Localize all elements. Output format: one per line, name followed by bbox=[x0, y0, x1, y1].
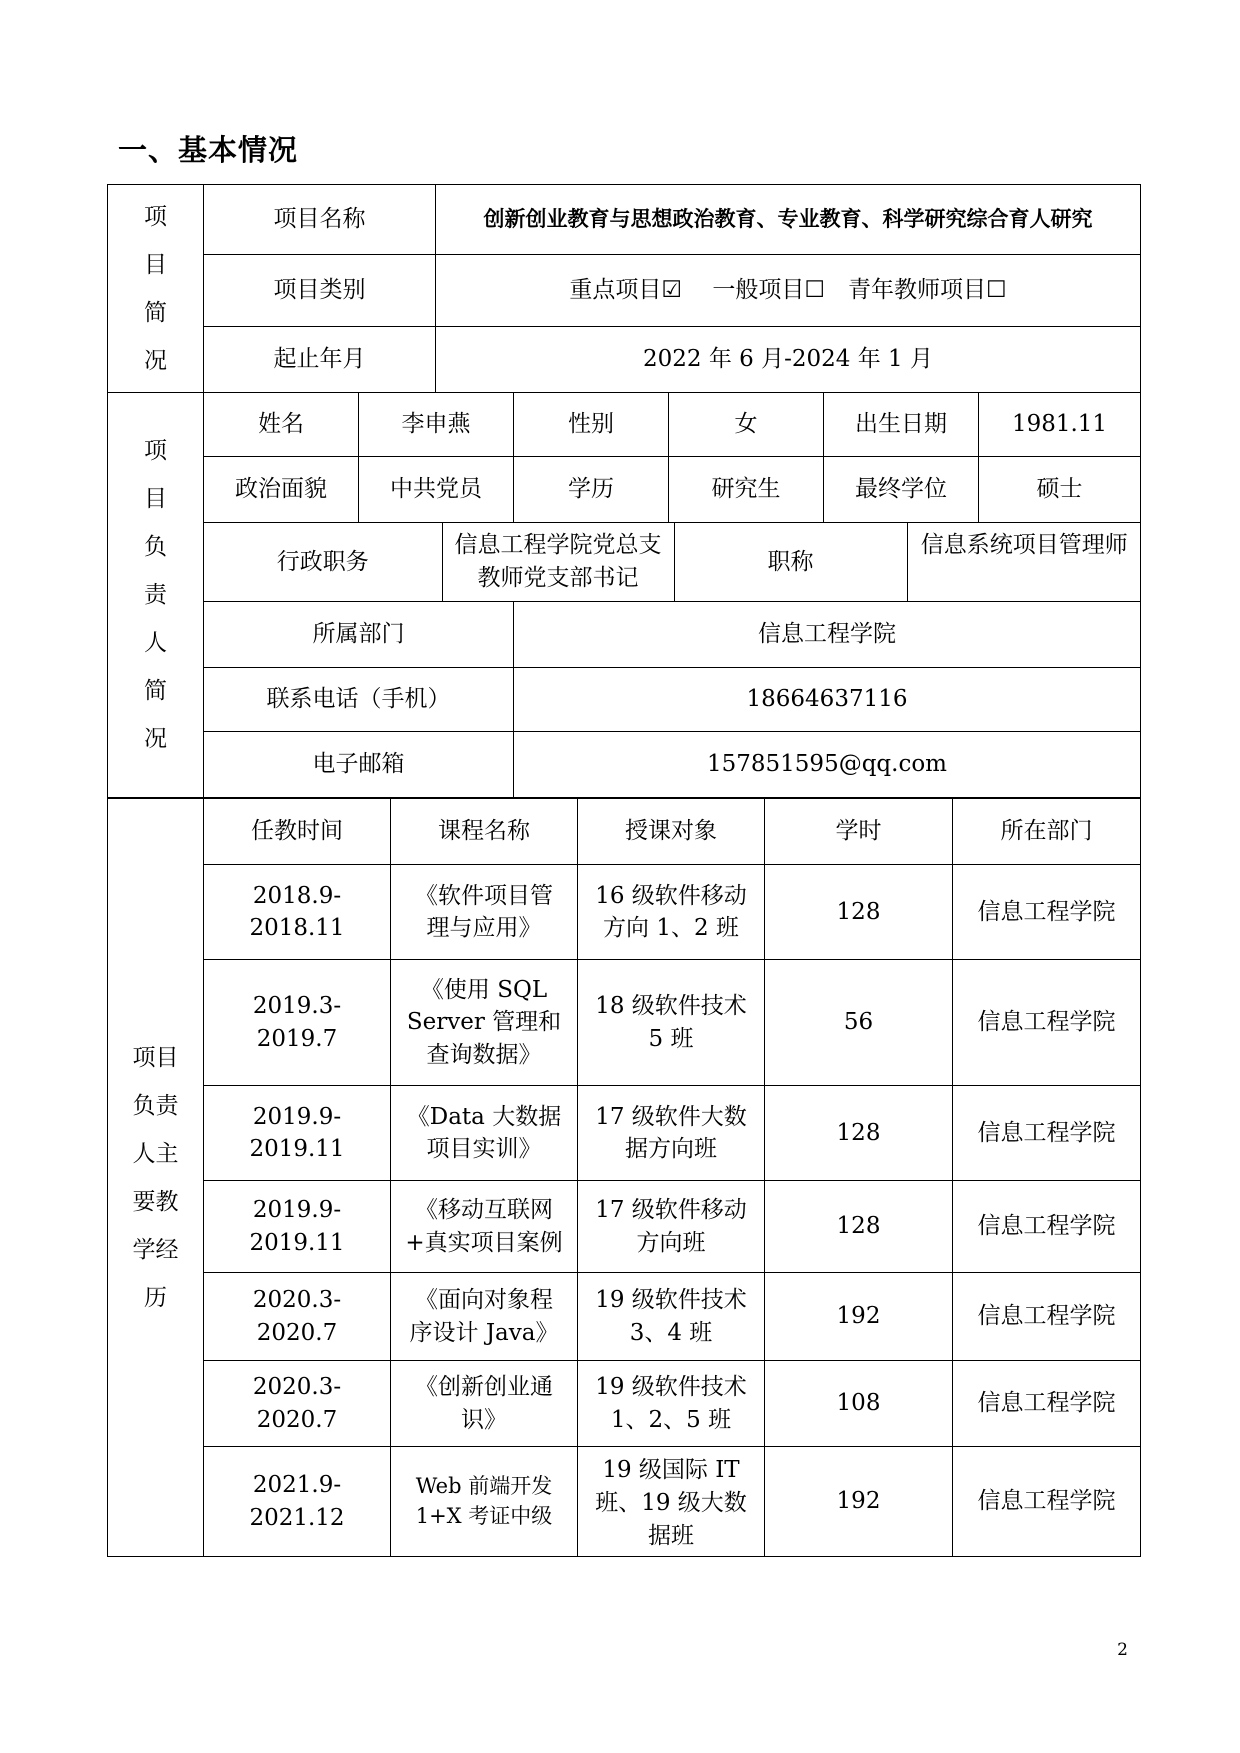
project-category-value: 重点项目☑ 一般项目☐ 青年教师项目☐ bbox=[436, 255, 1141, 327]
project-category-label: 项目类别 bbox=[204, 255, 436, 327]
table-row: 2019.3-2019.7 《使用 SQL Server 管理和查询数据》 18 级软件技术 5 班 56 信息工程学院 bbox=[108, 960, 1141, 1086]
position-label: 行政职务 bbox=[204, 523, 442, 601]
table-row: 2019.9-2019.11 《Data 大数据项目实训》 17 级软件大数据方向班 128 信息工程学院 bbox=[108, 1086, 1141, 1181]
project-overview-table bbox=[107, 184, 1141, 393]
title-label: 职称 bbox=[674, 523, 907, 601]
page-number: 2 bbox=[1117, 1640, 1128, 1660]
header-target: 授课对象 bbox=[578, 799, 765, 865]
dept-label: 所属部门 bbox=[204, 602, 514, 668]
project-period-value: 2022 年 6 月-2024 年 1 月 bbox=[436, 327, 1141, 393]
section-heading: 一、基本情况 bbox=[118, 133, 299, 167]
project-period-label: 起止年月 bbox=[204, 327, 436, 393]
birth-value: 1981.11 bbox=[979, 393, 1141, 457]
teaching-side-label: 项目 负责 人主 要教 学经 历 bbox=[108, 799, 204, 1557]
politics-label: 政治面貌 bbox=[204, 457, 359, 523]
gender-value: 女 bbox=[669, 393, 824, 457]
leader-side-label: 项 目 负 责 人 简 况 bbox=[108, 393, 204, 798]
leader-info-table bbox=[107, 392, 1141, 798]
email-label: 电子邮箱 bbox=[204, 732, 514, 798]
dept-value: 信息工程学院 bbox=[514, 602, 1141, 668]
email-value: 157851595@qq.com bbox=[514, 732, 1141, 798]
phone-label: 联系电话（手机） bbox=[204, 668, 514, 732]
teaching-table bbox=[107, 798, 1141, 1557]
header-time: 任教时间 bbox=[204, 799, 391, 865]
project-name-value: 创新创业教育与思想政治教育、专业教育、科学研究综合育人研究 bbox=[436, 185, 1141, 255]
gender-label: 性别 bbox=[514, 393, 669, 457]
name-value: 李申燕 bbox=[359, 393, 514, 457]
position-row bbox=[204, 523, 1141, 601]
title-value: 信息系统项目管理师 bbox=[920, 532, 1128, 558]
project-side-label: 项 目 简 况 bbox=[108, 185, 204, 393]
education-label: 学历 bbox=[514, 457, 669, 523]
phone-value: 18664637116 bbox=[514, 668, 1141, 732]
politics-value: 中共党员 bbox=[359, 457, 514, 523]
name-label: 姓名 bbox=[204, 393, 359, 457]
header-hours: 学时 bbox=[765, 799, 953, 865]
degree-label: 最终学位 bbox=[824, 457, 979, 523]
project-name-label: 项目名称 bbox=[204, 185, 436, 255]
table-row: 2019.9-2019.11 《移动互联网+真实项目案例 17 级软件移动方向班 128 信息工程学院 bbox=[108, 1181, 1141, 1273]
table-row: 2018.9-2018.11 《软件项目管理与应用》 16 级软件移动方向 1、2 班 128 信息工程学院 bbox=[108, 865, 1141, 960]
birth-label: 出生日期 bbox=[824, 393, 979, 457]
header-dept: 所在部门 bbox=[953, 799, 1141, 865]
degree-value: 硕士 bbox=[979, 457, 1141, 523]
education-value: 研究生 bbox=[669, 457, 824, 523]
table-row: 2021.9-2021.12 Web 前端开发 1+X 考证中级 19 级国际 IT 班、19 级大数据班 192 信息工程学院 bbox=[108, 1447, 1141, 1557]
table-row: 2020.3-2020.7 《创新创业通识》 19 级软件技术 1、2、5 班 108 信息工程学院 bbox=[108, 1361, 1141, 1447]
position-value: 信息工程学院党总支教师党支部书记 bbox=[454, 532, 662, 591]
table-row: 2020.3-2020.7 《面向对象程序设计 Java》 19 级软件技术 3、4 班 192 信息工程学院 bbox=[108, 1273, 1141, 1361]
header-course: 课程名称 bbox=[391, 799, 578, 865]
